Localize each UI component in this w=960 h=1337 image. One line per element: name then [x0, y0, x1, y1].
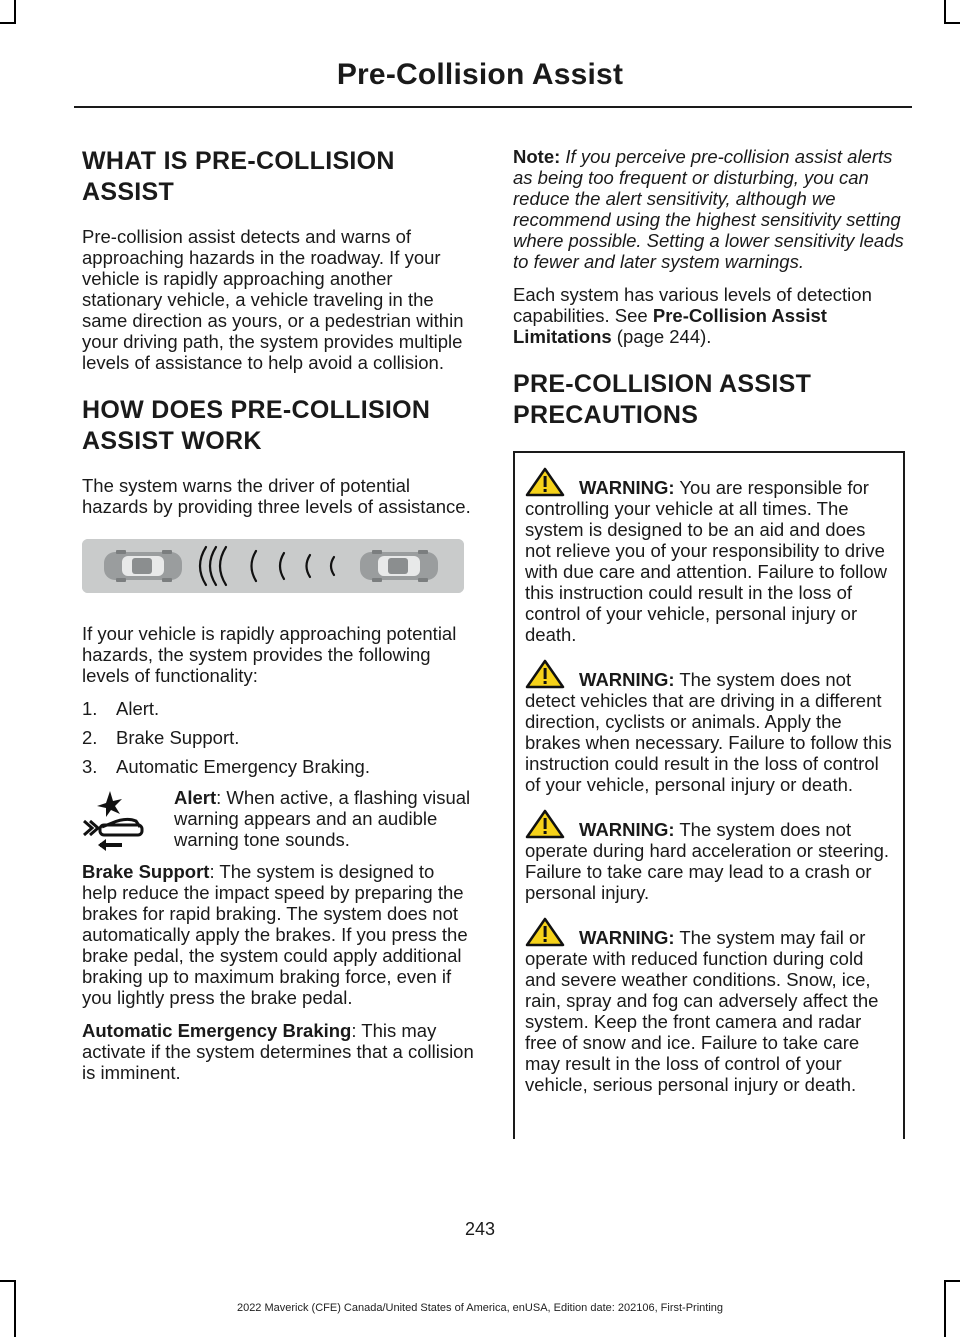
aeb-description: : This may activate if the system determines that a collision is imminent. [82, 1020, 474, 1083]
edition-footer: 2022 Maverick (CFE) Canada/United States of America, enUSA, Edition date: 202106, First-Printing [236, 1302, 724, 1314]
alert-description: : When active, a flashing visual warning appears and an audible warning tone sounds. [174, 787, 471, 850]
right-column [513, 146, 905, 1139]
lead-vehicle-icon [360, 550, 438, 582]
warning-item: WARNING: You are responsible for controlling your vehicle at all times. The system is designed to be an aid and does not relieve you of your responsibility to drive with due care and attention. Failure to follow this instruction could result in the loss of control of your vehicle, personal injury or death. [525, 467, 895, 645]
warning-triangle-icon [525, 467, 573, 497]
warnings-box [513, 451, 905, 1139]
detection-paragraph [513, 284, 905, 347]
note-text: If you perceive pre-collision assist alerts as being too frequent or disturbing, you can reduce the alert sensitivity, although we recommend using the highest sensitivity setting where possible. Setting a lower sensitivity leads to fewer and later system warnings. [513, 146, 904, 272]
left-column [82, 146, 474, 1095]
warning-triangle-icon [525, 917, 573, 947]
detection-text: Each system has various levels of detection capabilities. See [513, 284, 872, 326]
paragraph-what-is: Pre-collision assist detects and warns of approaching hazards in the roadway. If your vehicle is rapidly approaching another stationary vehicle, a vehicle traveling in the same direction as yours, or a pedestrian within your driving path, the system provides multiple levels of assistance to help avoid a collision. [82, 226, 464, 373]
crop-mark [0, 22, 16, 24]
list-item: 1. Alert. [82, 698, 160, 719]
alert-term: Alert [174, 787, 217, 808]
note-paragraph [513, 146, 905, 272]
list-item: 3. Automatic Emergency Braking. [82, 756, 370, 777]
alert-description-row [82, 787, 474, 851]
crop-mark [0, 1280, 16, 1282]
vehicles-radar-waves-illustration [82, 539, 464, 593]
alert-paragraph [174, 787, 474, 851]
paragraph-functionality: If your vehicle is rapidly approaching potential hazards, the system provides the following levels of functionality: [82, 623, 457, 686]
brake-support-description: : The system is designed to help reduce the impact speed by preparing the brakes for rapid braking. The system does not automatically apply the brakes. If you press the brake pedal, the system could apply additional braking up to maximum braking force, even if you lightly press the brake pedal. [82, 861, 468, 1008]
limitations-link[interactable]: Pre-Collision Assist Limitations [513, 305, 827, 347]
note-label: Note: [513, 146, 561, 167]
warning-item: WARNING: The system does not operate during hard acceleration or steering. Failure to take care may lead to a crash or personal injury. [525, 809, 895, 903]
brake-support-term: Brake Support [82, 861, 210, 882]
aeb-term: Automatic Emergency Braking [82, 1020, 352, 1041]
crop-mark [14, 0, 16, 22]
brake-support-paragraph [82, 861, 474, 1008]
page-header-title: Pre-Collision Assist [336, 58, 624, 91]
crop-mark [944, 22, 960, 24]
section-heading-how-does: HOW DOES PRE-COLLISION ASSIST WORK [82, 396, 431, 455]
section-heading-precautions: PRE-COLLISION ASSIST PRECAUTIONS [513, 370, 812, 429]
crop-mark [944, 1280, 960, 1282]
detection-page-ref: (page 244). [611, 326, 712, 347]
warning-item: WARNING: The system may fail or operate with reduced function during cold and severe weather conditions. Snow, ice, rain, spray and fog can adversely affect the system. Keep the front camera and radar free of snow and ice. Failure to take care may result in the loss of control of your vehicle, serious personal injury or death. [525, 917, 895, 1095]
section-heading-what-is: WHAT IS PRE-COLLISION ASSIST [82, 147, 395, 206]
aeb-paragraph [82, 1020, 474, 1083]
page-number: 243 [464, 1219, 496, 1239]
crop-mark [944, 0, 946, 22]
warning-triangle-icon [525, 659, 573, 689]
host-vehicle-icon [104, 550, 182, 582]
header-divider [74, 106, 912, 108]
paragraph-how-does: The system warns the driver of potential hazards by providing three levels of assistance. [82, 475, 471, 517]
assistance-levels-list [82, 698, 474, 777]
warning-item: WARNING: The system does not detect vehicles that are driving in a different direction, cyclists or animals. Apply the brakes when necessary. Failure to follow this instruction could result in the loss of control of your vehicle, personal injury or death. [525, 659, 895, 795]
warning-triangle-icon [525, 809, 573, 839]
list-item: 2. Brake Support. [82, 727, 240, 748]
pre-collision-alert-icon [82, 787, 174, 851]
